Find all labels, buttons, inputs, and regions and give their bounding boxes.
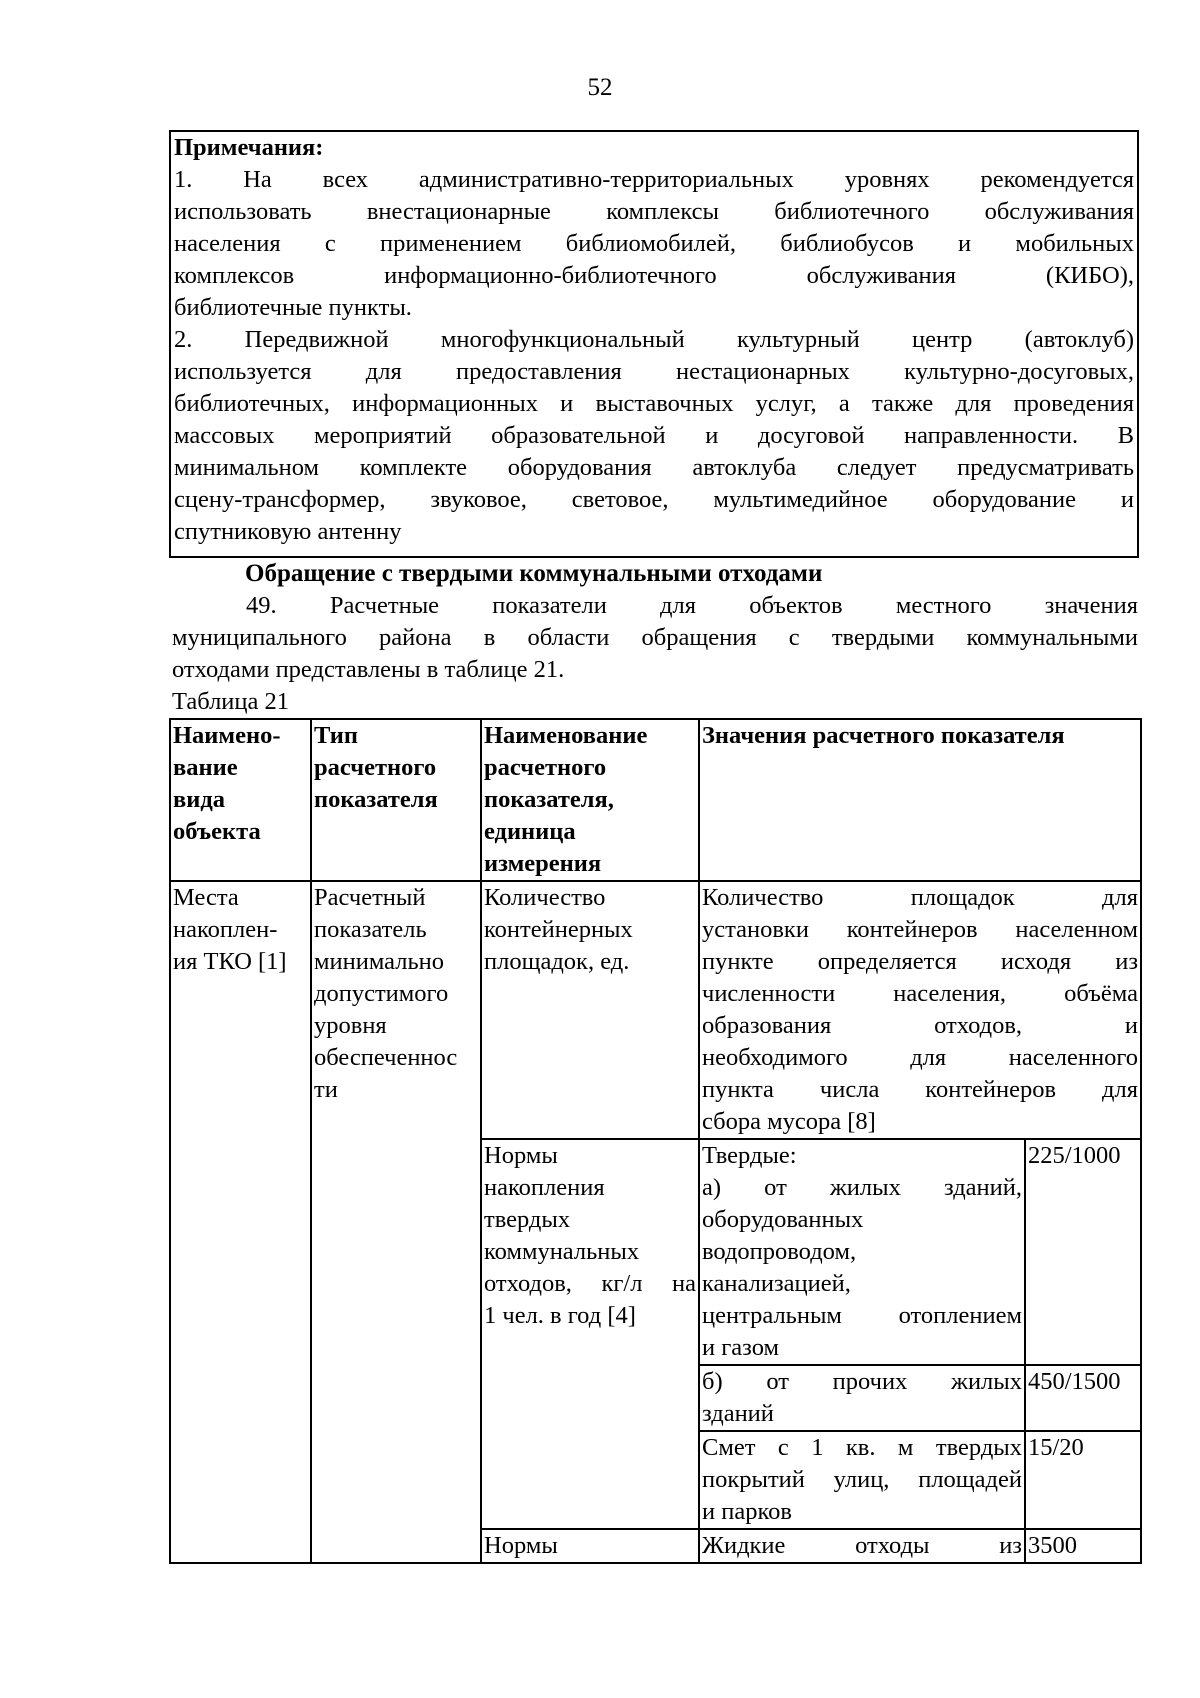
header-indicator-type: Тип расчетного показателя <box>311 719 481 881</box>
value-number-cell: 225/1000 <box>1025 1139 1141 1365</box>
notes-line: используется для предоставления нестационарных культурно-досуговых, <box>174 358 1134 385</box>
value-description-cell: б) от прочих жилых зданий <box>699 1365 1025 1431</box>
notes-line: использовать внестационарные комплексы библиотечного обслуживания <box>174 198 1134 225</box>
paragraph-line: муниципального района в области обращения с твердыми коммунальными <box>172 624 1138 651</box>
indicator-name-cell: Нормы накопления твердых коммунальных отходов, кг/л на 1 чел. в год [4] <box>481 1139 699 1529</box>
indicator-type-cell: Расчетный показатель минимально допустимого уровня обеспеченнос ти <box>311 881 481 1563</box>
notes-line: населения с применением библиомобилей, библиобусов и мобильных <box>174 230 1134 257</box>
table-caption: Таблица 21 <box>172 688 290 715</box>
notes-title: Примечания: <box>174 134 324 161</box>
header-indicator-values: Значения расчетного показателя <box>699 719 1141 881</box>
notes-line: 2. Передвижной многофункциональный культурный центр (автоклуб) <box>174 326 1134 353</box>
value-number-cell: 3500 <box>1025 1529 1141 1563</box>
notes-line: 1. На всех административно-территориальных уровнях рекомендуется <box>174 166 1134 193</box>
notes-box <box>169 130 1139 558</box>
table-header-row <box>170 719 1141 881</box>
notes-line: сцену-трансформер, звуковое, световое, мультимедийное оборудование и <box>174 486 1134 513</box>
indicators-table <box>169 718 1142 1564</box>
paragraph-line: 49. Расчетные показатели для объектов местного значения <box>246 592 1138 619</box>
value-description-cell: Твердые: а) от жилых зданий, оборудованных водопроводом, канализацией, центральным отоплением и газом <box>699 1139 1025 1365</box>
indicator-name-cell: Нормы <box>481 1529 699 1563</box>
indicator-name-cell: Количество контейнерных площадок, ед. <box>481 881 699 1139</box>
section-paragraph <box>172 590 1138 686</box>
value-description-cell: Жидкие отходы из <box>699 1529 1025 1563</box>
notes-line: спутниковую антенну <box>174 518 402 545</box>
notes-line: библиотечные пункты. <box>174 294 412 321</box>
notes-line: минимальном комплекте оборудования автоклуба следует предусматривать <box>174 454 1134 481</box>
value-number-cell: 15/20 <box>1025 1431 1141 1529</box>
header-indicator-name: Наименование расчетного показателя, единица измерения <box>481 719 699 881</box>
indicator-value-cell: Количество площадок для установки контейнеров населенном пункте определяется исходя из численности населения, объёма образования отходов, и необходимого для населенного пункта числа контейнеров для сбора мусора [8] <box>699 881 1141 1139</box>
paragraph-line: отходами представлены в таблице 21. <box>172 656 565 683</box>
value-description-cell: Смет с 1 кв. м твердых покрытий улиц, площадей и парков <box>699 1431 1025 1529</box>
page-number: 52 <box>587 74 613 101</box>
notes-line: массовых мероприятий образовательной и досуговой направленности. В <box>174 422 1134 449</box>
object-name-cell: Места накоплен- ия ТКО [1] <box>170 881 311 1563</box>
section-heading: Обращение с твердыми коммунальными отходами <box>245 560 823 587</box>
header-object-name: Наимено- вание вида объекта <box>170 719 311 881</box>
value-number-cell: 450/1500 <box>1025 1365 1141 1431</box>
notes-line: библиотечных, информационных и выставочных услуг, а также для проведения <box>174 390 1134 417</box>
table-row <box>170 881 1141 1139</box>
notes-line: комплексов информационно-библиотечного обслуживания (КИБО), <box>174 262 1134 289</box>
